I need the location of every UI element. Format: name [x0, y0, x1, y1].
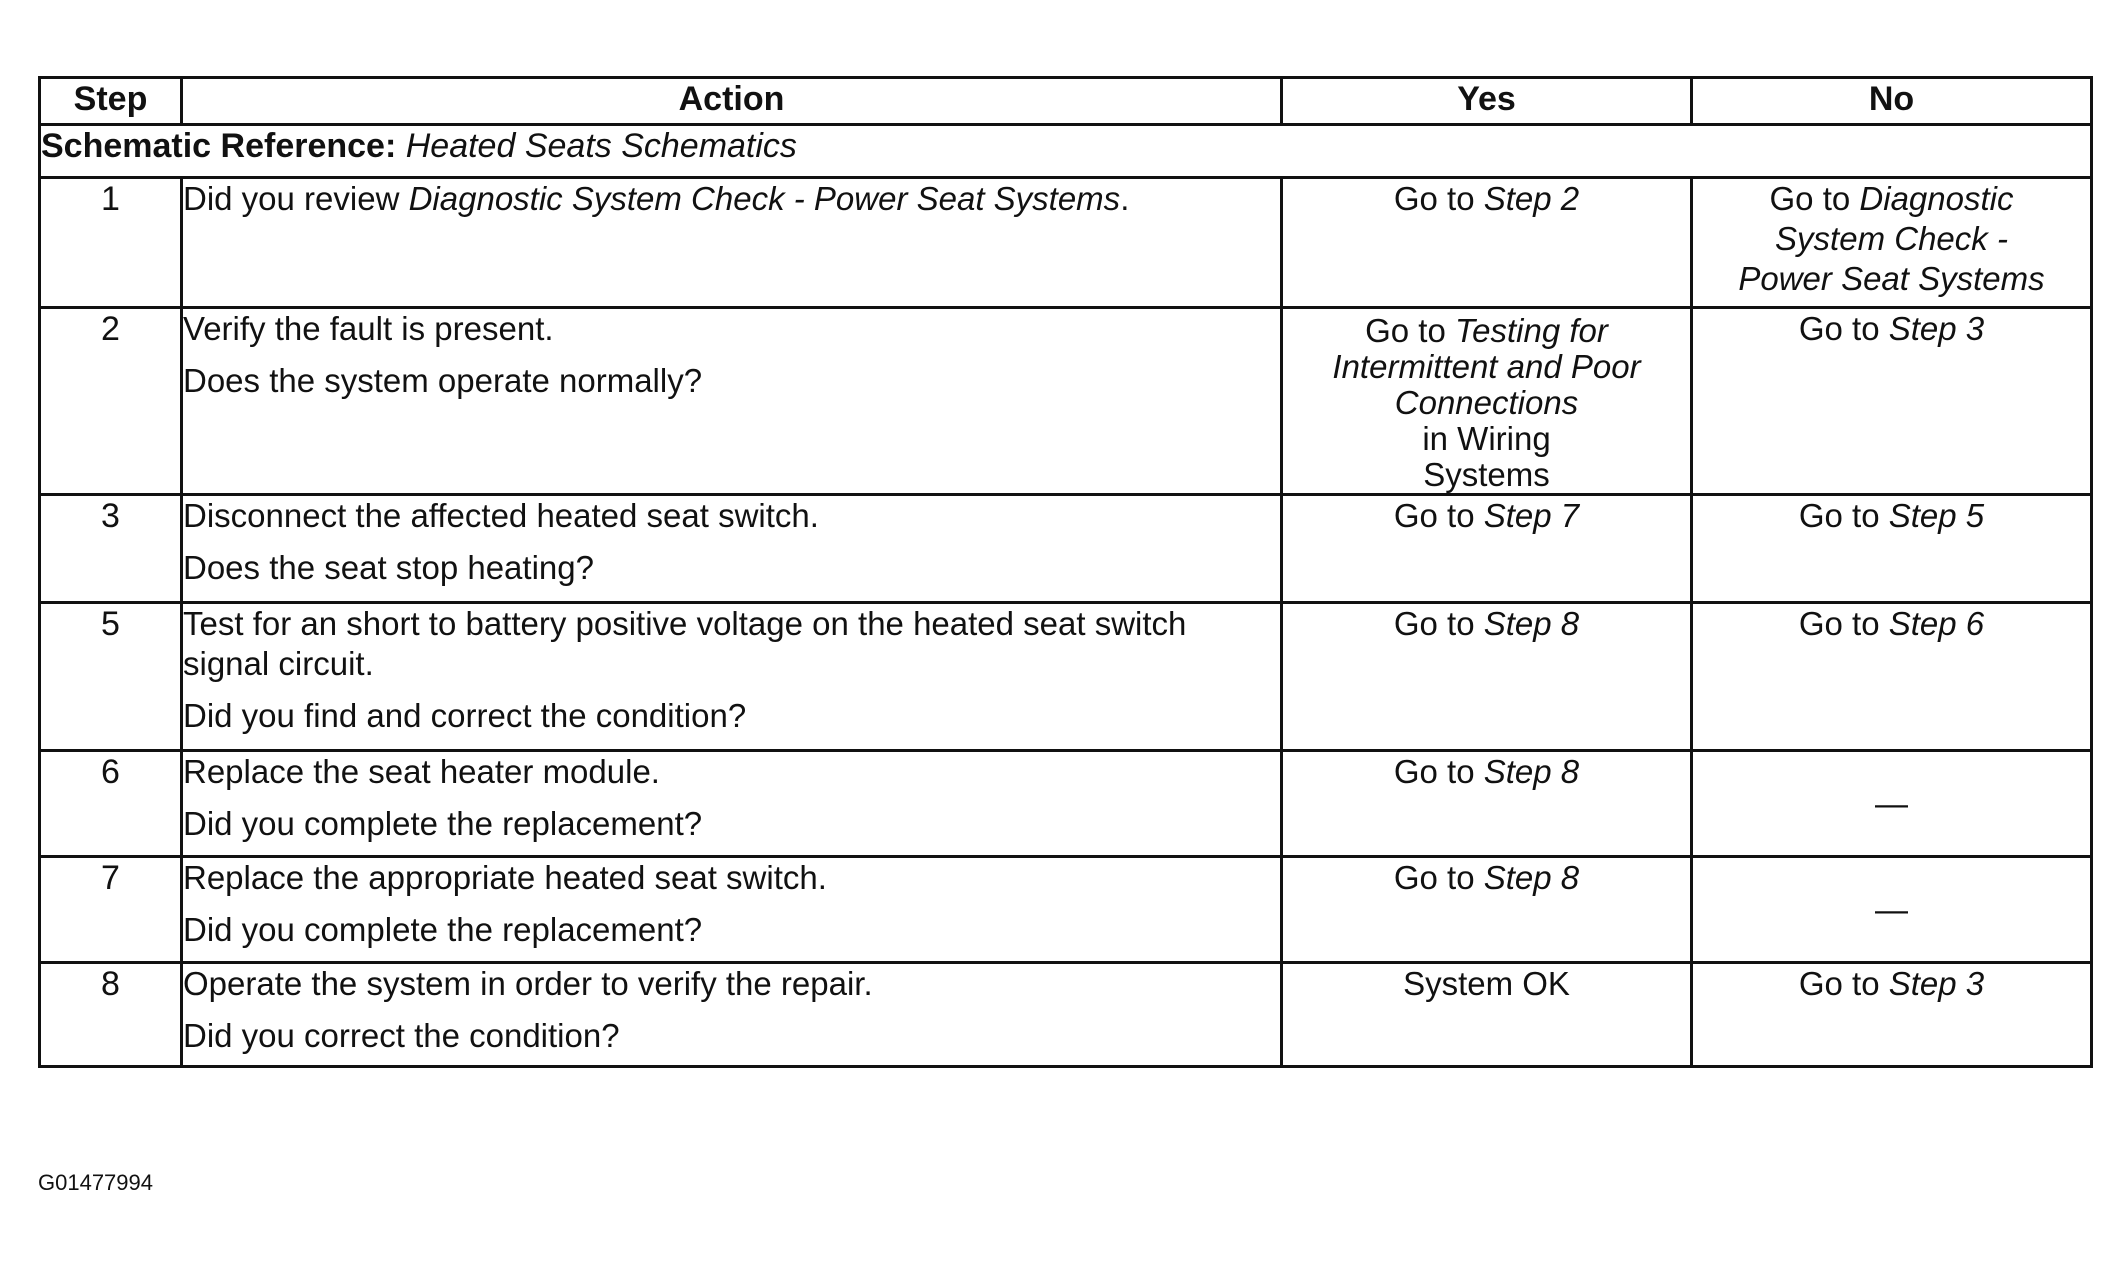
action-question: Does the seat stop heating?: [183, 549, 594, 586]
yes-prefix: Go to: [1393, 859, 1484, 896]
step-number: 5: [40, 603, 182, 751]
no-cell: [1692, 495, 2092, 603]
action-cell: [182, 308, 1282, 495]
no-line: [1693, 179, 2090, 219]
action-text: Operate the system in order to verify the repair.: [183, 965, 873, 1002]
action-question: Does the system operate normally?: [183, 362, 703, 399]
step-number: 1: [40, 178, 182, 308]
no-prefix: Go to: [1798, 605, 1889, 642]
yes-cell: [1282, 963, 1692, 1067]
schematic-reference-row: [40, 125, 2092, 178]
action-cell: [182, 857, 1282, 963]
yes-cell: [1282, 751, 1692, 857]
table-row: [40, 495, 2092, 603]
action-question: Did you complete the replacement?: [183, 805, 703, 842]
action-cell: [182, 751, 1282, 857]
yes-cell: [1282, 495, 1692, 603]
action-text: Verify the fault is present.: [183, 310, 554, 347]
action-question: Did you correct the condition?: [183, 1017, 620, 1054]
diagnostic-table: [38, 76, 2093, 1068]
action-cell: [182, 178, 1282, 308]
yes-link-part[interactable]: Testing for: [1455, 312, 1608, 349]
no-cell: [1692, 751, 2092, 857]
yes-text: System OK: [1403, 965, 1570, 1002]
no-prefix: Go to: [1769, 180, 1860, 217]
yes-prefix: Go to: [1393, 605, 1484, 642]
action-cell: [182, 963, 1282, 1067]
no-step-link[interactable]: Step 5: [1888, 497, 1985, 534]
yes-cell: [1282, 178, 1692, 308]
no-step-link[interactable]: Step 6: [1888, 605, 1985, 642]
no-cell: [1692, 178, 2092, 308]
action-question: Did you find and correct the condition?: [183, 697, 747, 734]
yes-step-link[interactable]: Step 2: [1483, 180, 1580, 217]
table-row: [40, 963, 2092, 1067]
no-prefix: Go to: [1798, 310, 1889, 347]
table-row: [40, 751, 2092, 857]
table-row: [40, 857, 2092, 963]
no-cell: [1692, 963, 2092, 1067]
yes-step-link[interactable]: Step 8: [1483, 753, 1580, 790]
no-prefix: Go to: [1798, 497, 1889, 534]
action-text: Disconnect the affected heated seat switch.: [183, 497, 819, 534]
yes-line: [1283, 313, 1690, 349]
header-yes: Yes: [1282, 78, 1692, 125]
action-text-plain: Did you review: [183, 180, 409, 217]
step-number: 2: [40, 308, 182, 495]
action-cell: [182, 495, 1282, 603]
schematic-reference-link[interactable]: Heated Seats Schematics: [405, 127, 797, 165]
yes-cell: [1282, 857, 1692, 963]
step-number: 6: [40, 751, 182, 857]
no-dash: —: [1875, 784, 1908, 822]
yes-step-link[interactable]: Step 7: [1483, 497, 1580, 534]
schematic-reference-label: Schematic Reference:: [41, 127, 397, 165]
no-cell: [1692, 857, 2092, 963]
table-row: [40, 308, 2092, 495]
action-cell: [182, 603, 1282, 751]
no-link-part[interactable]: Diagnostic: [1859, 180, 2014, 217]
figure-id: G01477994: [38, 1170, 153, 1195]
yes-cell: [1282, 603, 1692, 751]
no-step-link[interactable]: Step 3: [1888, 310, 1985, 347]
no-link-part[interactable]: System Check -: [1775, 220, 2008, 257]
step-number: 7: [40, 857, 182, 963]
yes-link-part[interactable]: Connections: [1394, 384, 1579, 421]
header-action: Action: [182, 78, 1282, 125]
header-step: Step: [40, 78, 182, 125]
action-text: Test for an short to battery positive voltage on the heated seat switch signal circuit.: [183, 605, 1187, 682]
yes-link-part[interactable]: Intermittent and Poor: [1332, 348, 1641, 385]
yes-cell: [1282, 308, 1692, 495]
yes-step-link[interactable]: Step 8: [1483, 859, 1580, 896]
yes-step-link[interactable]: Step 8: [1483, 605, 1580, 642]
header-row: [40, 78, 2092, 125]
header-no: No: [1692, 78, 2092, 125]
diagnostic-system-check-link[interactable]: Diagnostic System Check - Power Seat Systems: [408, 180, 1121, 217]
diagnostic-table-container: [38, 76, 2090, 1068]
yes-prefix: Go to: [1393, 753, 1484, 790]
no-dash: —: [1875, 890, 1908, 928]
yes-prefix: Go to: [1393, 180, 1484, 217]
yes-text: in Wiring: [1422, 420, 1551, 457]
yes-prefix: Go to: [1393, 497, 1484, 534]
no-prefix: Go to: [1798, 965, 1889, 1002]
no-step-link[interactable]: Step 3: [1888, 965, 1985, 1002]
yes-text: Systems: [1423, 456, 1550, 493]
no-cell: [1692, 308, 2092, 495]
no-link-part[interactable]: Power Seat Systems: [1738, 260, 2045, 297]
action-text: Replace the seat heater module.: [183, 753, 660, 790]
action-question: Did you complete the replacement?: [183, 911, 703, 948]
yes-prefix: Go to: [1365, 312, 1455, 349]
action-text-tail: .: [1120, 180, 1130, 217]
step-number: 3: [40, 495, 182, 603]
table-row: [40, 603, 2092, 751]
schematic-reference-cell: [40, 125, 2092, 178]
no-cell: [1692, 603, 2092, 751]
action-text: [183, 179, 1280, 219]
table-row: [40, 178, 2092, 308]
action-text: Replace the appropriate heated seat switch.: [183, 859, 827, 896]
step-number: 8: [40, 963, 182, 1067]
